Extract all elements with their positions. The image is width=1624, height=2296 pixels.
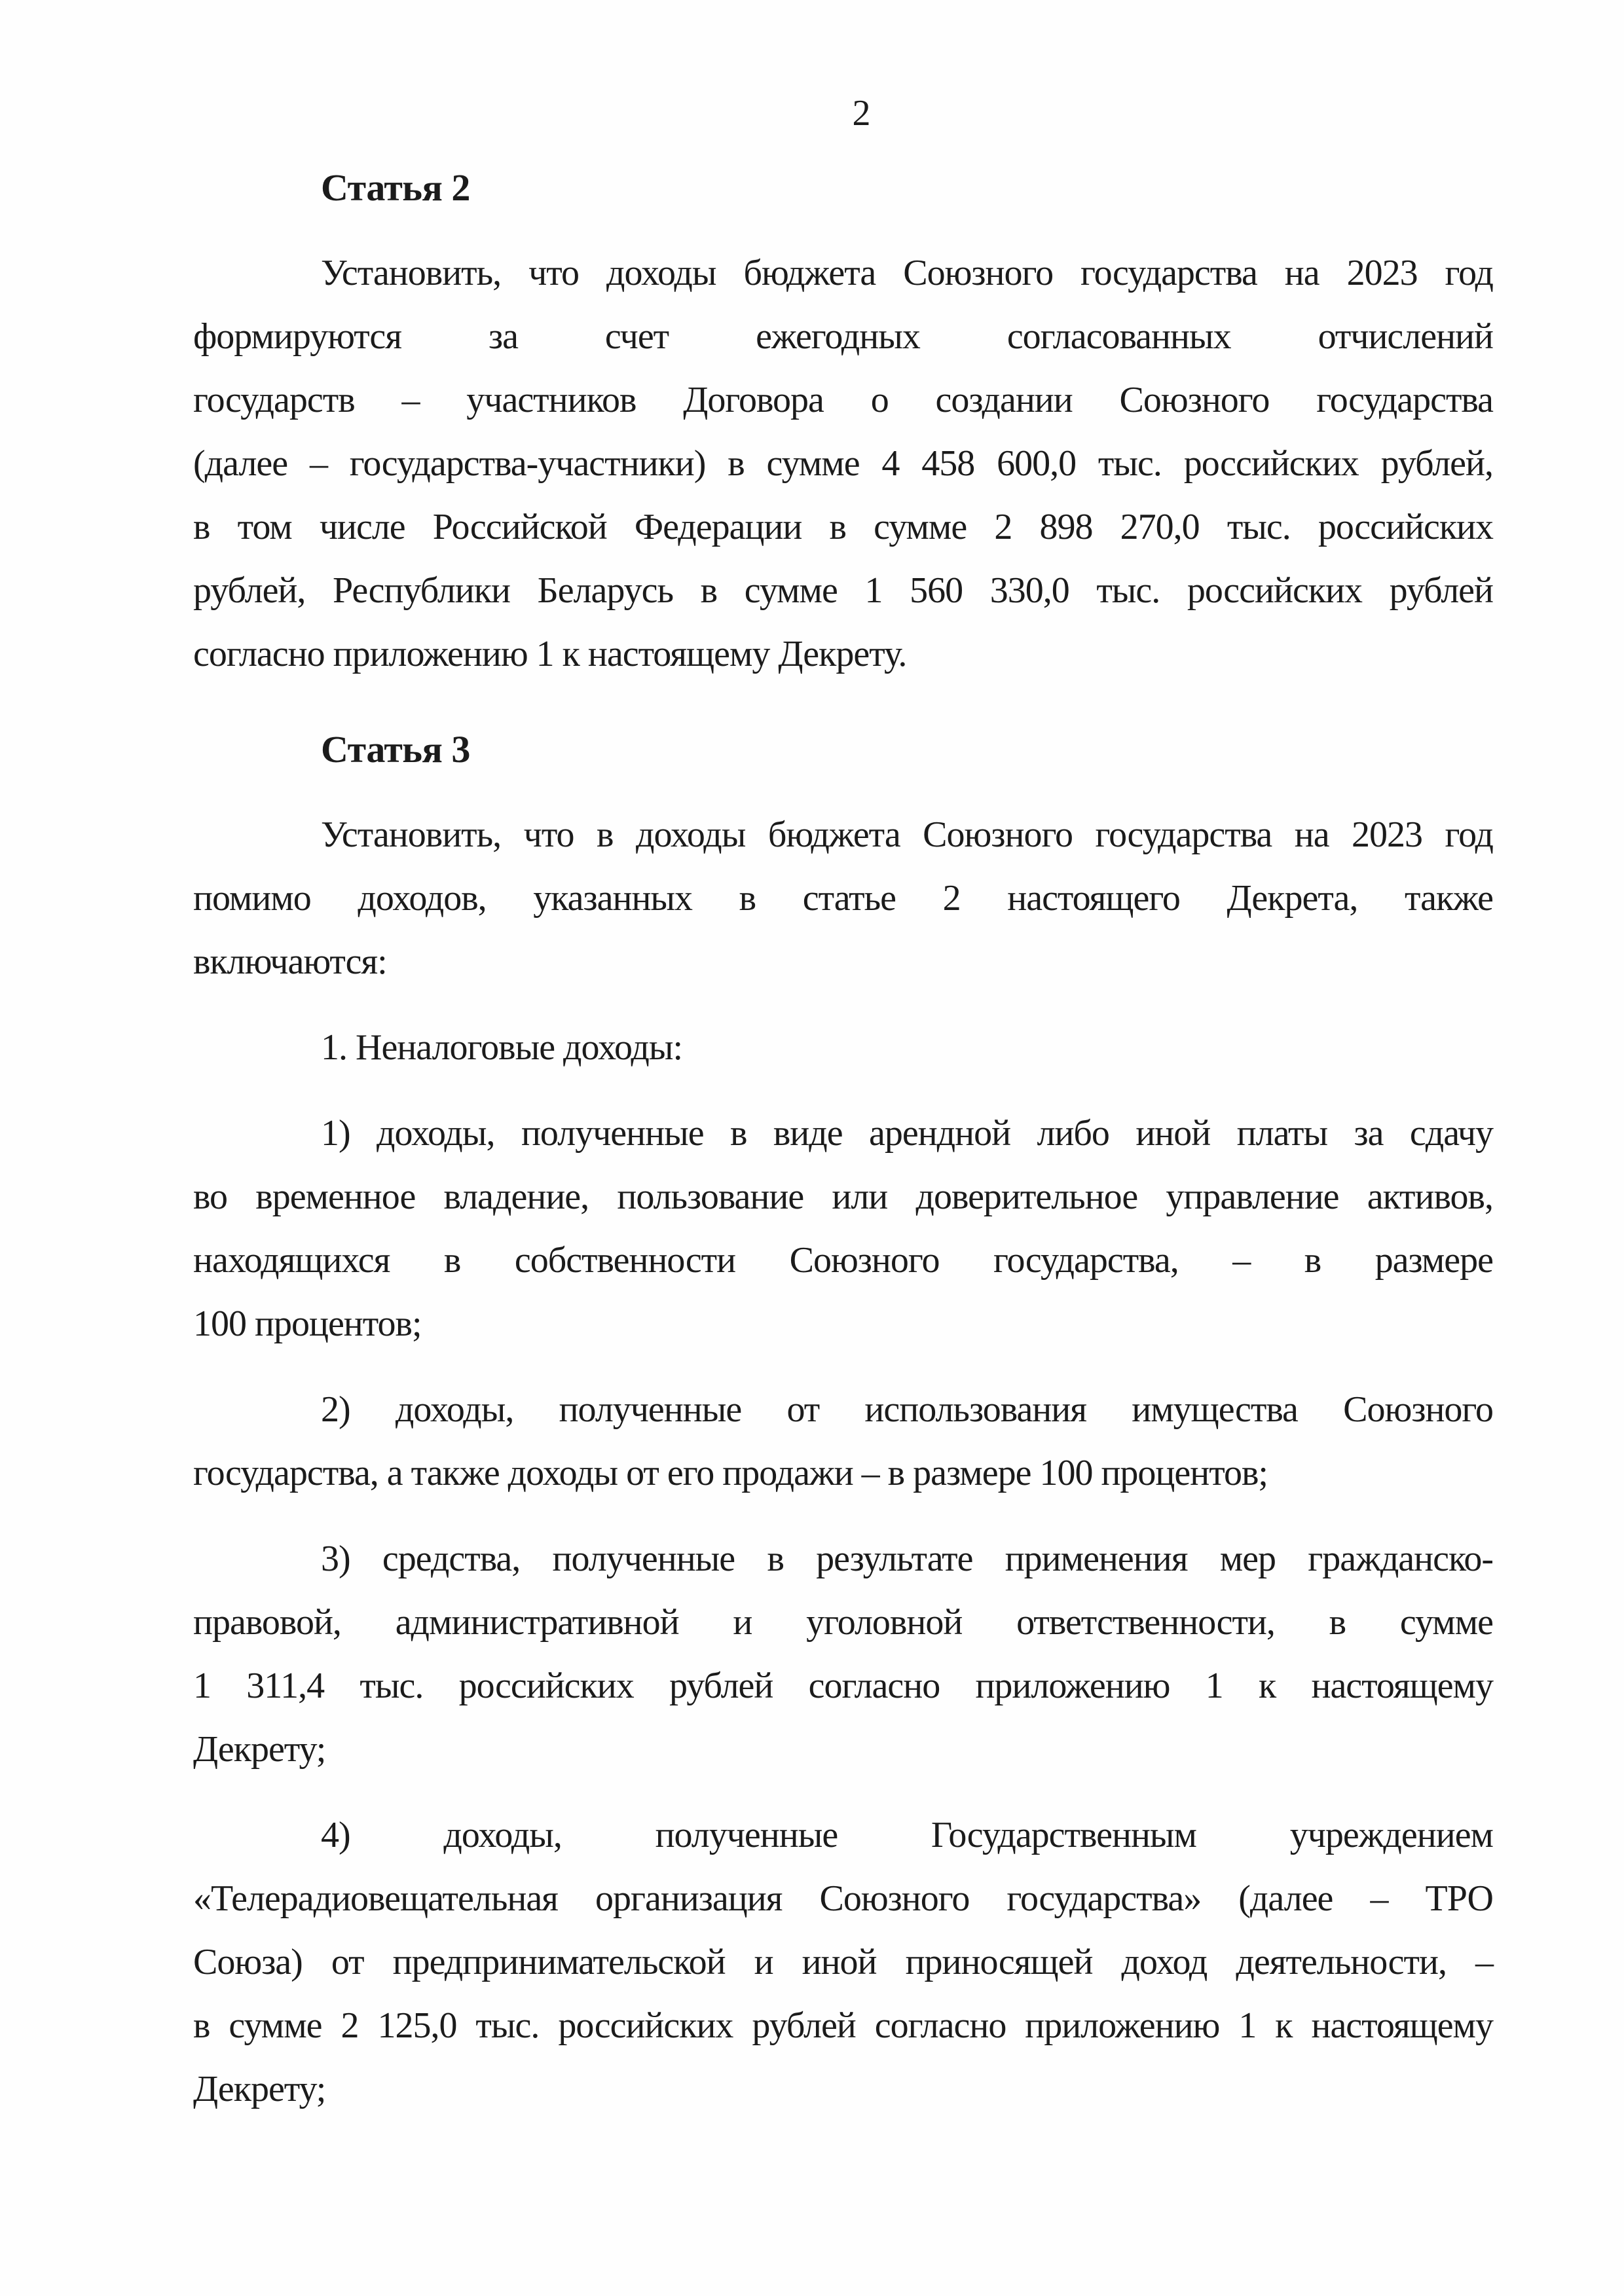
text-line: государств – участников Договора о создании Союзного государства xyxy=(193,380,1493,420)
text-line: 2) доходы, полученные от использования имущества Союзного xyxy=(321,1389,1493,1430)
text-line: 100 процентов; xyxy=(193,1303,422,1344)
list-item-2 xyxy=(193,1378,1493,1505)
list-intro-non-tax-incomes xyxy=(193,1016,1493,1080)
text-block xyxy=(193,0,1493,2121)
text-line: 1 311,4 тыс. российских рублей согласно приложению 1 к настоящему xyxy=(193,1666,1493,1706)
text-line: Декрету; xyxy=(193,2069,326,2109)
text-line: 1. Неналоговые доходы: xyxy=(321,1027,683,1068)
text-line: помимо доходов, указанных в статье 2 настоящего Декрета, также xyxy=(193,878,1493,919)
paragraph xyxy=(193,242,1493,686)
text-line: согласно приложению 1 к настоящему Декрету. xyxy=(193,634,907,674)
list-item-3 xyxy=(193,1527,1493,1781)
text-line: государства, а также доходы от его продажи – в размере 100 процентов; xyxy=(193,1453,1268,1493)
text-line: Союза) от предпринимательской и иной приносящей доход деятельности, – xyxy=(193,1942,1493,1982)
text-line: во временное владение, пользование или доверительное управление активов, xyxy=(193,1176,1493,1217)
article-3-heading: Статья 3 xyxy=(321,728,470,771)
text-line: правовой, административной и уголовной ответственности, в сумме xyxy=(193,1602,1493,1643)
text-line: 3) средства, полученные в результате применения мер гражданско- xyxy=(321,1539,1493,1579)
text-line: в том числе Российской Федерации в сумме 2 898 270,0 тыс. российских xyxy=(193,507,1493,547)
text-line: «Телерадиовещательная организация Союзного государства» (далее – ТРО xyxy=(193,1878,1493,1919)
text-line: 4) доходы, полученные Государственным учреждением xyxy=(321,1815,1493,1855)
section-article-2 xyxy=(193,156,1493,686)
article-2-heading: Статья 2 xyxy=(321,166,470,209)
text-line: 1) доходы, полученные в виде арендной либо иной платы за сдачу xyxy=(321,1113,1493,1154)
list-item-1 xyxy=(193,1102,1493,1356)
text-line: находящихся в собственности Союзного государства, – в размере xyxy=(193,1240,1493,1281)
text-line: включаются: xyxy=(193,941,387,982)
text-line: (далее – государства-участники) в сумме 4 458 600,0 тыс. российских рублей, xyxy=(193,443,1493,484)
section-article-3 xyxy=(193,718,1493,2121)
text-line: формируются за счет ежегодных согласованных отчислений xyxy=(193,316,1493,357)
page-number: 2 xyxy=(852,93,871,134)
text-line: Установить, что доходы бюджета Союзного государства на 2023 год xyxy=(321,253,1493,293)
text-line: Декрету; xyxy=(193,1729,326,1770)
text-line: в сумме 2 125,0 тыс. российских рублей согласно приложению 1 к настоящему xyxy=(193,2005,1493,2046)
text-line: Установить, что в доходы бюджета Союзного государства на 2023 год xyxy=(321,814,1493,855)
text-line: рублей, Республики Беларусь в сумме 1 560 330,0 тыс. российских рублей xyxy=(193,570,1493,611)
list-item-4 xyxy=(193,1804,1493,2121)
paragraph xyxy=(193,803,1493,994)
